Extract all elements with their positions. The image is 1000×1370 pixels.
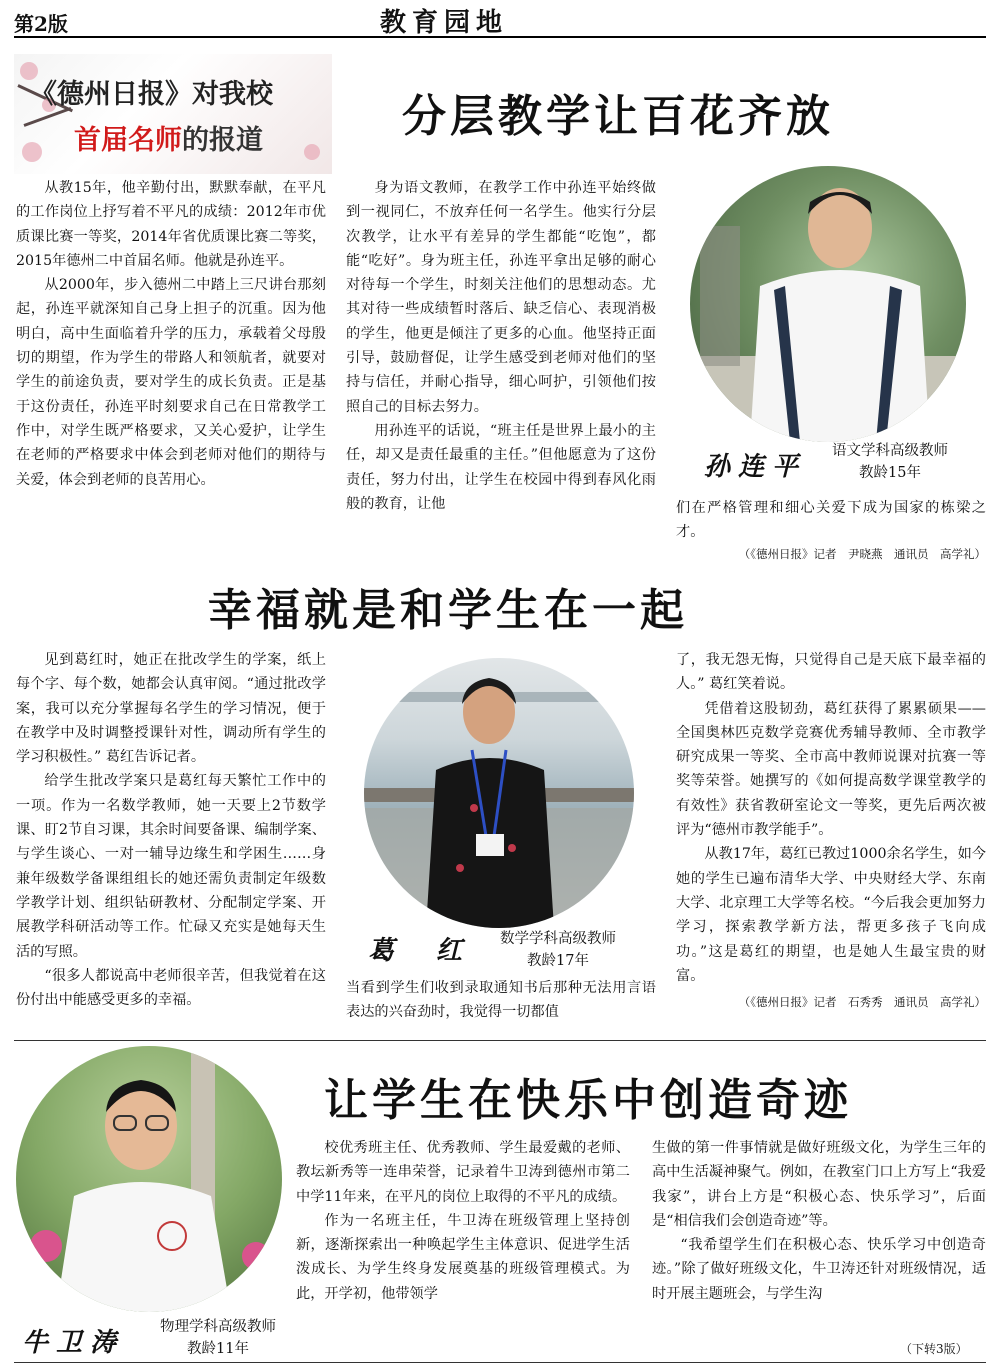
article1-headline: 分层教学让百花齐放	[402, 91, 834, 142]
blossom-decoration	[22, 142, 42, 162]
teacher-caption-ge	[478, 928, 638, 972]
teacher-title: 数学学科高级教师	[500, 931, 616, 947]
paragraph: 从2000年，步入德州二中踏上三尺讲台那刻起，孙连平就深知自己身上担子的沉重。因为他明白，高中生面临着升学的压力，承载着父母殷切的期望，作为学生的带路人和领航者，就要对学生的前途负责，要对学生的成长负责。正是基于这份责任，孙连平时刻要求自己在日常教学工作中，对学生既严格要求，又关心爱护，让学生在老师的严格要求中体会到老师对他们的期待与关爱，体会到老师的良苦用心。	[16, 277, 326, 488]
report-banner	[14, 54, 332, 174]
article2-headline: 幸福就是和学生在一起	[208, 585, 688, 636]
paragraph: 了，我无怨无悔，只觉得自己是天底下最幸福的人。” 葛红笑着说。	[676, 652, 986, 693]
paragraph: 身为语文教师，在教学工作中孙连平始终做到一视同仁，不放弃任何一名学生。他实行分层次教学，让水平有差异的学生都能“吃饱”，都能“吃好”。身为班主任，孙连平拿出足够的耐心对待每一个学生，时刻关注他们的思想动态。尤其对待一些成绩暂时落后、缺乏信心、表现消极的学生，他更是倾注了更多的心血。他坚持正面引导，鼓励督促，让学生感受到老师对他们的坚持与信任，并耐心指导，细心呵护，引领他们按照自己的目标去努力。	[346, 180, 656, 415]
page-number: 第2版	[14, 12, 68, 36]
article3-column-1	[296, 1136, 630, 1306]
paragraph: 当看到学生们收到录取通知书后那种无法用言语表达的兴奋劲时，我觉得一切都值	[346, 980, 656, 1021]
person-figure	[16, 1046, 282, 1312]
person-figure	[690, 166, 966, 442]
paragraph: 校优秀班主任、优秀教师、学生最爱戴的老师、教坛新秀等一连串荣誉，记录着牛卫涛到德州市第二中学11年来，在平凡的岗位上取得的不平凡的成绩。	[296, 1140, 630, 1205]
paragraph: “我希望学生们在积极心态、快乐学习中创造奇迹。”除了做好班级文化，牛卫涛还针对班级情况，适时开展主题班会，与学生沟	[652, 1237, 986, 1302]
banner-line-2-rest: 的报道	[182, 125, 263, 156]
teacher-photo-sun	[690, 166, 966, 442]
paragraph: 从教15年，他辛勤付出，默默奉献，在平凡的工作岗位上抒写着不平凡的成绩：2012年市优质课比赛一等奖，2014年省优质课比赛二等奖，2015年德州二中首届名师。他就是孙连平。	[16, 180, 326, 269]
teacher-title: 语文学科高级教师	[832, 443, 948, 459]
teacher-caption-niu	[138, 1316, 298, 1360]
paragraph: 们在严格管理和细心关爱下成为国家的栋梁之才。	[676, 500, 986, 541]
header-rule	[14, 36, 986, 38]
banner-line-2	[74, 118, 263, 157]
section-title: 教育园地	[380, 8, 509, 38]
article2-column-3	[676, 648, 986, 988]
article1-column-3	[676, 496, 986, 545]
article2-column-2	[346, 976, 656, 1025]
teacher-years: 教龄15年	[859, 465, 921, 481]
paragraph: 用孙连平的话说，“班主任是世界上最小的主任，却又是责任最重的主任。”但他愿意为了这份责任，努力付出，让学生在校园中得到春风化雨般的教育，让他	[346, 422, 656, 512]
person-figure	[364, 658, 634, 928]
teacher-photo-ge	[364, 658, 634, 928]
banner-line-1: 《德州日报》对我校	[30, 79, 273, 110]
article3-column-2	[652, 1136, 986, 1306]
teacher-title: 物理学科高级教师	[160, 1319, 276, 1335]
teacher-name-niu: 牛卫涛	[22, 1328, 125, 1358]
paragraph: 给学生批改学案只是葛红每天繁忙工作中的一项。作为一名数学教师，她一天要上2节数学课、盯2节自习课，其余时间要备课、编制学案、与学生谈心、一对一辅导边缘生和学困生……身兼年级数学备课组组长的她还需负责制定年级数学教学计划、组织钻研教材、分配制定学案、开展教学科研活动等工作。忙碌又充实是她每天生活的写照。	[16, 773, 326, 960]
paragraph: 生做的第一件事情就是做好班级文化，为学生三年的高中生活凝神聚气。例如，在教室门口上方写上“我爱我家”，讲台上方是“积极心态、快乐学习”，后面是“相信我们会创造奇迹”等。	[652, 1140, 986, 1229]
paragraph: 作为一名班主任，牛卫涛在班级管理上坚持创新，逐渐探索出一种唤起学生主体意识、促进学生活泼成长、为学生终身发展奠基的班级管理模式。为此，开学初，他带领学	[296, 1212, 630, 1302]
paragraph: “很多人都说高中老师很辛苦，但我觉着在这份付出中能感受更多的幸福。	[16, 967, 326, 1009]
continued-note: （下转3版）	[900, 1342, 968, 1356]
article2-credit: （《德州日报》记者 石秀秀 通讯员 高学礼）	[738, 995, 986, 1009]
paragraph: 凭借着这股韧劲，葛红获得了累累硕果——全国奥林匹克数学竞赛优秀辅导教师、全市教学研究成果一等奖、全市高中教师说课对抗赛一等奖等荣誉。她撰写的《如何提高数学课堂教学的有效性》获省教研室论文一等奖，更先后两次被评为“德州市教学能手”。	[676, 700, 986, 839]
teacher-caption-sun	[810, 440, 970, 484]
section-divider	[14, 1040, 986, 1041]
blossom-decoration	[304, 144, 320, 160]
teacher-years: 教龄11年	[187, 1341, 249, 1357]
article1-column-1	[16, 176, 326, 492]
article3-headline: 让学生在快乐中创造奇迹	[324, 1075, 852, 1126]
teacher-photo-niu	[16, 1046, 282, 1312]
footer-rule	[14, 1362, 986, 1363]
article2-column-1	[16, 648, 326, 1012]
paragraph: 从教17年，葛红已教过1000余名学生，如今她的学生已遍布清华大学、中央财经大学、东南大学、北京理工大学等名校。“今后我会更加努力学习，探索教学新方法，帮更多孩子飞向成功。”这是葛红的期望，也是她人生最宝贵的财富。	[676, 846, 986, 984]
article1-column-2	[346, 176, 656, 516]
teacher-years: 教龄17年	[527, 953, 589, 969]
teacher-name-sun: 孙连平	[704, 452, 807, 482]
teacher-name-ge: 葛 红	[368, 936, 471, 966]
article1-credit: （《德州日报》记者 尹晓燕 通讯员 高学礼）	[738, 547, 986, 561]
banner-highlight: 首届名师	[74, 125, 182, 156]
paragraph: 见到葛红时，她正在批改学生的学案，纸上每个字、每个数，她都会认真审阅。“通过批改学案，我可以充分掌握每名学生的学习情况，便于在教学中及时调整授课针对性，调动所有学生的学习积极性。” 葛红告诉记者。	[16, 652, 326, 766]
